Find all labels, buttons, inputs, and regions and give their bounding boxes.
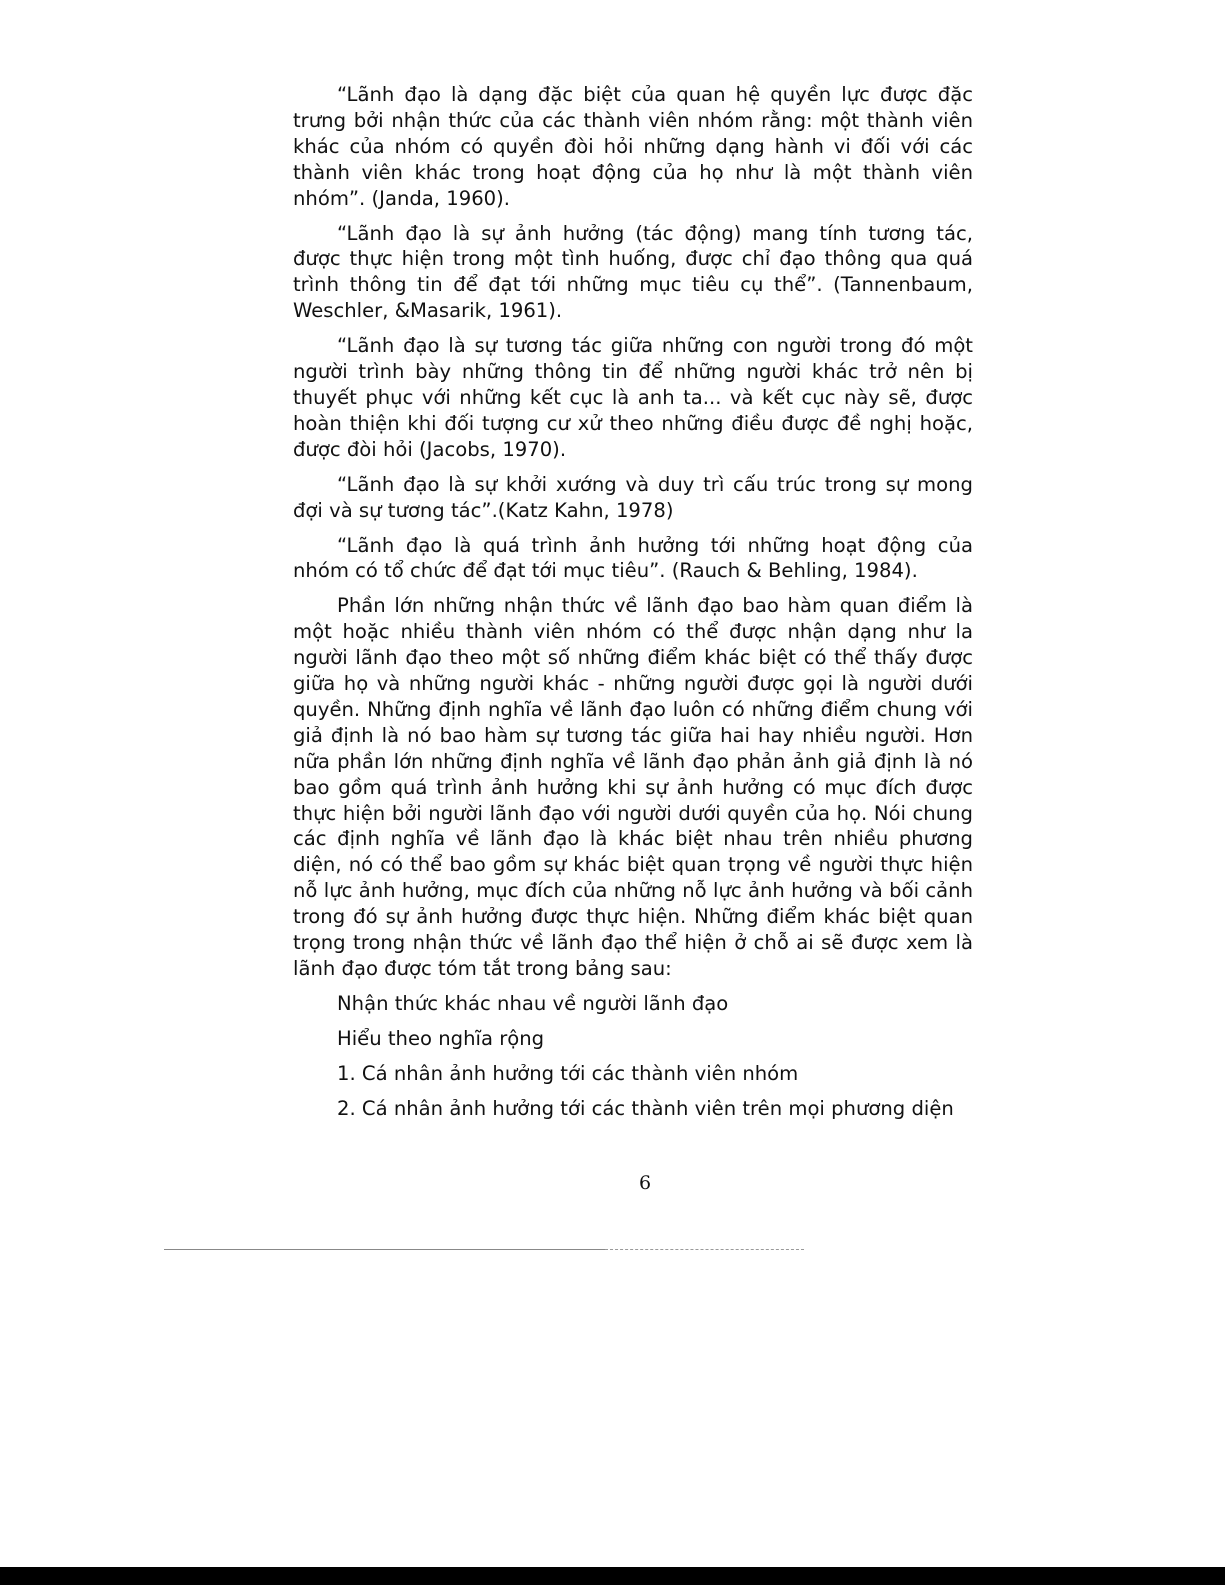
page-number: 6	[638, 1172, 652, 1194]
paragraph-leadership-discussion: Phần lớn những nhận thức về lãnh đạo bao hàm quan điểm là một hoặc nhiều thành viên nhóm có thể được nhận dạng như la người lãnh đạo theo một số những điểm khác biệt có thể thấy được giữa họ và những người khác - những người được gọi là người dưới quyền. Những định nghĩa về lãnh đạo luôn có những điểm chung với giả định là nó bao hàm sự tương tác giữa hai hay nhiều người. Hơn nữa phần lớn những định nghĩa về lãnh đạo phản ảnh giả định là nó bao gồm quá trình ảnh hưởng khi sự ảnh hưởng có mục đích được thực hiện bởi người lãnh đạo với người dưới quyền của họ. Nói chung các định nghĩa về lãnh đạo là khác biệt nhau trên nhiều phương diện, nó có thể bao gồm sự khác biệt quan trọng về người thực hiện nỗ lực ảnh hưởng, mục đích của những nỗ lực ảnh hưởng và bối cảnh trong đó sự ảnh hưởng được thực hiện. Những điểm khác biệt quan trọng trong nhận thức về lãnh đạo thể hiện ở chỗ ai sẽ được xem là lãnh đạo được tóm tắt trong bảng sau:	[293, 594, 973, 980]
paragraph-katz-kahn-quote: “Lãnh đạo là sự khởi xướng và duy trì cấu trúc trong sự mong đợi và sự tương tác”.(Katz Kahn, 1978)	[293, 472, 973, 522]
broad-sense-line: Hiểu theo nghĩa rộng	[337, 1026, 545, 1050]
table-heading-line: Nhận thức khác nhau về người lãnh đạo	[337, 991, 729, 1015]
list-item: 2. Cá nhân ảnh hưởng tới các thành viên trên mọi phương diện	[337, 1096, 954, 1120]
bottom-black-bar	[0, 1567, 1225, 1585]
footer-divider	[164, 1249, 605, 1250]
paragraph-tannenbaum-quote: “Lãnh đạo là sự ảnh hưởng (tác động) mang tính tương tác, được thực hiện trong một tình huống, được chỉ đạo thông qua quá trình thông tin để đạt tới những mục tiêu cụ thể”. (Tannenbaum, Weschler, &Masarik, 1961).	[293, 221, 973, 323]
paragraph-jacobs-quote: “Lãnh đạo là sự tương tác giữa những con người trong đó một người trình bày những thông tin để những người khác trở nên bị thuyết phục với những kết cục là anh ta... và kết cục này sẽ, được hoàn thiện khi đối tượng cư xử theo những điều được đề nghị hoặc, được đòi hỏi (Jacobs, 1970).	[293, 334, 973, 461]
paragraph-janda-quote: “Lãnh đạo là dạng đặc biệt của quan hệ quyền lực được đặc trưng bởi nhận thức của các thành viên nhóm rằng: một thành viên khác của nhóm có quyền đòi hỏi những dạng hành vi đối với các thành viên khác trong hoạt động của họ như là một thành viên nhóm”. (Janda, 1960).	[293, 83, 973, 210]
list-item: 1. Cá nhân ảnh hưởng tới các thành viên nhóm	[337, 1061, 799, 1085]
document-body	[293, 82, 973, 1131]
paragraph-rauch-behling-quote: “Lãnh đạo là quá trình ảnh hưởng tới những hoạt động của nhóm có tổ chức để đạt tới mục tiêu”. (Rauch & Behling, 1984).	[293, 533, 973, 583]
footer-divider-dashed	[605, 1249, 804, 1250]
